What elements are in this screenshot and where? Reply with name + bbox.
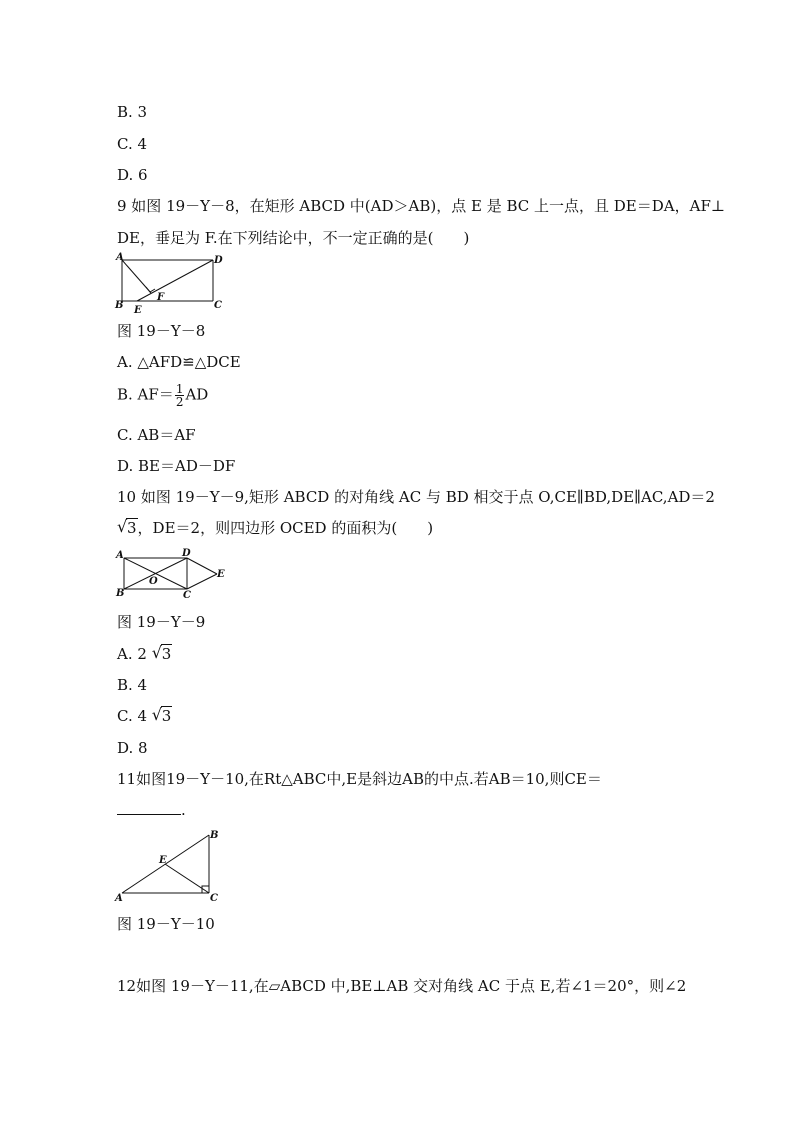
q10-label-a: A	[116, 550, 124, 561]
q9-label-a: A	[116, 252, 124, 263]
q10-segment-de	[187, 558, 217, 574]
q10-option-c-sqrt	[152, 707, 173, 725]
q10-option-c	[117, 707, 172, 725]
q11-label-c: C	[210, 893, 218, 904]
q10-option-c-prefix: C. 4	[117, 707, 152, 725]
q9-option-b	[117, 383, 208, 408]
q10-option-d: D. 8	[117, 739, 148, 757]
q9-option-b-prefix: B. AF＝	[117, 385, 174, 404]
q10-label-c: C	[183, 590, 191, 601]
q11-label-a: A	[115, 893, 123, 904]
q10-caption: 图 19－Y－9	[117, 613, 206, 631]
q8-option-c: C. 4	[117, 135, 148, 153]
q9-label-d: D	[214, 255, 223, 266]
q11-answer-blank[interactable]	[117, 800, 181, 815]
q10-option-a-prefix: A. 2	[117, 645, 152, 663]
q10-stem-line2-rest: ，DE＝2，则四边形 OCED 的面积为( )	[137, 519, 434, 537]
q9-label-e: E	[134, 305, 142, 316]
q10-option-c-radicand: 3	[161, 707, 172, 725]
q11-label-e: E	[159, 855, 167, 866]
q8-option-b: B. 3	[117, 103, 148, 121]
q9-option-b-fraction	[175, 383, 185, 408]
q9-option-b-suffix: AD	[185, 385, 209, 404]
q9-option-d: D. BE＝AD－DF	[117, 457, 236, 475]
q11-stem-line2-end: .	[181, 801, 186, 819]
q10-stem-line2	[117, 519, 433, 537]
q9-stem-line2: DE，垂足为 F.在下列结论中，不一定正确的是( )	[117, 229, 470, 247]
q9-stem-line1: 9 如图 19－Y－8，在矩形 ABCD 中(AD＞AB)，点 E 是 BC 上一点，且 DE＝DA，AF⊥	[117, 197, 725, 215]
q9-figure	[115, 254, 230, 316]
q10-option-a-sqrt	[152, 645, 173, 663]
q11-stem-line1: 11如图19－Y－10,在Rt△ABC中,E是斜边AB的中点.若AB＝10,则CE＝	[117, 770, 602, 788]
q9-label-f: F	[157, 292, 165, 303]
q11-label-b: B	[210, 830, 219, 841]
q10-option-b: B. 4	[117, 676, 148, 694]
q11-figure	[115, 825, 225, 905]
q11-caption: 图 19－Y－10	[117, 915, 215, 933]
q10-segment-ce	[187, 574, 217, 589]
q10-label-e: E	[217, 569, 225, 580]
q10-option-a-radicand: 3	[161, 645, 172, 663]
q9-caption: 图 19－Y－8	[117, 322, 206, 340]
fraction-denominator: 2	[175, 395, 184, 409]
q9-segment-de	[137, 260, 213, 301]
q9-option-a: A. △AFD≌△DCE	[117, 353, 241, 371]
q10-stem-line1: 10 如图 19－Y－9,矩形 ABCD 的对角线 AC 与 BD 相交于点 O,CE∥BD,DE∥AC,AD＝2	[117, 488, 715, 506]
fraction-numerator: 1	[175, 382, 184, 396]
q10-option-a	[117, 645, 172, 663]
q9-option-c: C. AB＝AF	[117, 426, 196, 444]
q10-figure	[115, 548, 230, 601]
q10-label-d: D	[182, 548, 191, 559]
q10-label-o: O	[149, 576, 158, 587]
q11-stem-line2	[117, 800, 186, 819]
q8-option-d: D. 6	[117, 166, 148, 184]
q10-label-b: B	[116, 588, 125, 599]
q10-sqrt	[117, 519, 138, 537]
q10-radicand: 3	[127, 519, 137, 537]
q9-label-b: B	[115, 300, 124, 311]
q12-stem-line1: 12如图 19－Y－11,在▱ABCD 中,BE⊥AB 交对角线 AC 于点 E,若∠1＝20°，则∠2	[117, 977, 687, 995]
q9-label-c: C	[214, 300, 222, 311]
